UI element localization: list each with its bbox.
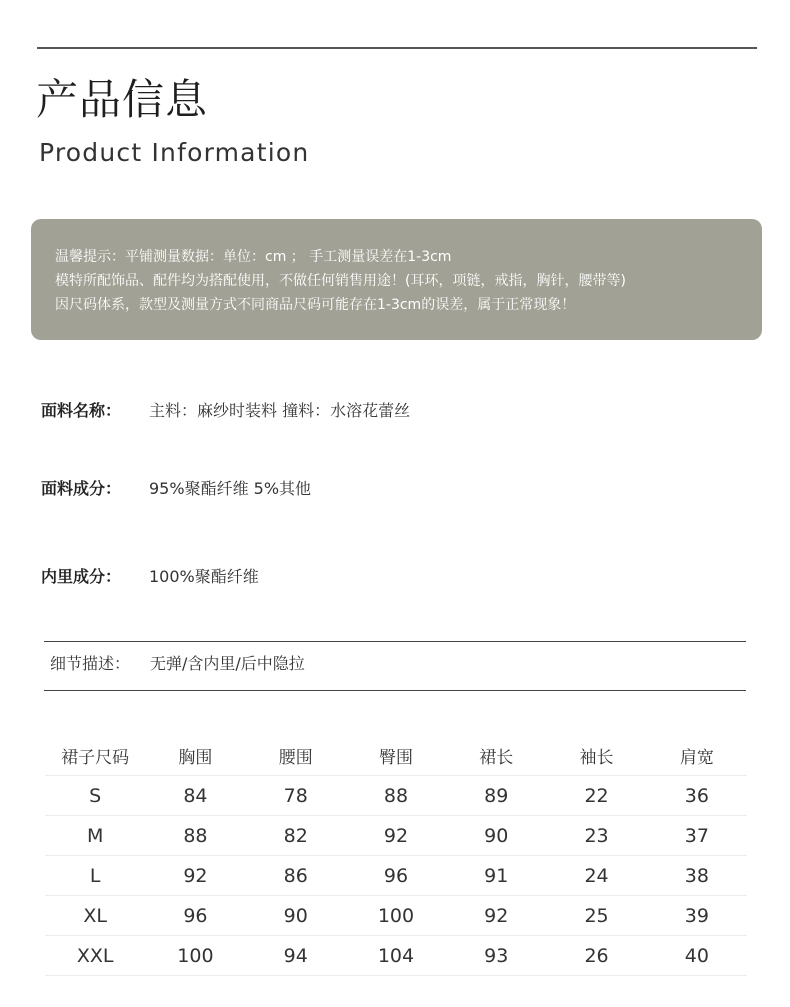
table-cell: 96 bbox=[145, 896, 245, 936]
detail-row bbox=[50, 653, 305, 675]
detail-bottom-divider bbox=[44, 690, 746, 691]
lining-composition-label: 内里成分： bbox=[41, 567, 122, 586]
detail-value: 无弹/含内里/后中隐拉 bbox=[150, 654, 305, 673]
table-cell: 92 bbox=[145, 856, 245, 896]
fabric-name-row bbox=[41, 400, 410, 422]
fabric-name-value: 主料：麻纱时装料 撞料：水溶花蕾丝 bbox=[149, 401, 411, 420]
fabric-composition-label: 面料成分： bbox=[41, 479, 122, 498]
table-cell: 93 bbox=[446, 936, 546, 976]
table-cell: 88 bbox=[145, 816, 245, 856]
table-row bbox=[45, 856, 747, 896]
table-cell: L bbox=[45, 856, 145, 896]
lining-composition-value: 100%聚酯纤维 bbox=[149, 567, 259, 586]
table-cell: 22 bbox=[546, 776, 646, 816]
table-cell: 39 bbox=[647, 896, 747, 936]
table-cell: 88 bbox=[346, 776, 446, 816]
table-cell: M bbox=[45, 816, 145, 856]
column-header-bust: 胸围 bbox=[145, 735, 245, 776]
table-cell: 96 bbox=[346, 856, 446, 896]
table-cell: 94 bbox=[246, 936, 346, 976]
table-cell: 90 bbox=[446, 816, 546, 856]
page-title: 产品信息 bbox=[36, 75, 209, 124]
table-cell: 37 bbox=[647, 816, 747, 856]
table-cell: 36 bbox=[647, 776, 747, 816]
table-cell: 38 bbox=[647, 856, 747, 896]
table-cell: 23 bbox=[546, 816, 646, 856]
column-header-waist: 腰围 bbox=[246, 735, 346, 776]
table-cell: 86 bbox=[246, 856, 346, 896]
notice-line: 温馨提示：平铺测量数据：单位：cm ； 手工测量误差在1-3cm bbox=[55, 249, 452, 265]
lining-composition-row bbox=[41, 566, 259, 588]
table-cell: 100 bbox=[346, 896, 446, 936]
table-row bbox=[45, 816, 747, 856]
fabric-composition-row bbox=[41, 478, 311, 500]
column-header-size: 裙子尺码 bbox=[45, 735, 145, 776]
top-divider bbox=[37, 47, 757, 49]
table-cell: 92 bbox=[446, 896, 546, 936]
table-cell: 24 bbox=[546, 856, 646, 896]
column-header-shoulder-width: 肩宽 bbox=[647, 735, 747, 776]
table-cell: 104 bbox=[346, 936, 446, 976]
page-subtitle: Product Information bbox=[39, 138, 310, 167]
notice-box bbox=[31, 219, 762, 340]
table-cell: 40 bbox=[647, 936, 747, 976]
table-cell: XL bbox=[45, 896, 145, 936]
notice-line: 模特所配饰品、配件均为搭配使用，不做任何销售用途！(耳环，项链，戒指，胸针，腰带等) bbox=[55, 273, 626, 289]
table-cell: 25 bbox=[546, 896, 646, 936]
table-row bbox=[45, 936, 747, 976]
table-cell: 100 bbox=[145, 936, 245, 976]
column-header-dress-length: 裙长 bbox=[446, 735, 546, 776]
detail-top-divider bbox=[44, 641, 746, 642]
column-header-sleeve-length: 袖长 bbox=[546, 735, 646, 776]
size-table bbox=[45, 735, 747, 976]
detail-label: 细节描述： bbox=[50, 654, 131, 673]
table-cell: 89 bbox=[446, 776, 546, 816]
fabric-name-label: 面料名称： bbox=[41, 401, 122, 420]
table-cell: 91 bbox=[446, 856, 546, 896]
table-cell: 84 bbox=[145, 776, 245, 816]
fabric-composition-value: 95%聚酯纤维 5%其他 bbox=[149, 479, 312, 498]
table-row bbox=[45, 776, 747, 816]
table-cell: 90 bbox=[246, 896, 346, 936]
table-cell: 78 bbox=[246, 776, 346, 816]
table-row bbox=[45, 896, 747, 936]
table-cell: XXL bbox=[45, 936, 145, 976]
table-header-row bbox=[45, 735, 747, 776]
notice-line: 因尺码体系，款型及测量方式不同商品尺码可能存在1-3cm的误差，属于正常现象！ bbox=[55, 297, 576, 313]
table-cell: S bbox=[45, 776, 145, 816]
table-cell: 92 bbox=[346, 816, 446, 856]
column-header-hip: 臀围 bbox=[346, 735, 446, 776]
table-cell: 26 bbox=[546, 936, 646, 976]
table-cell: 82 bbox=[246, 816, 346, 856]
